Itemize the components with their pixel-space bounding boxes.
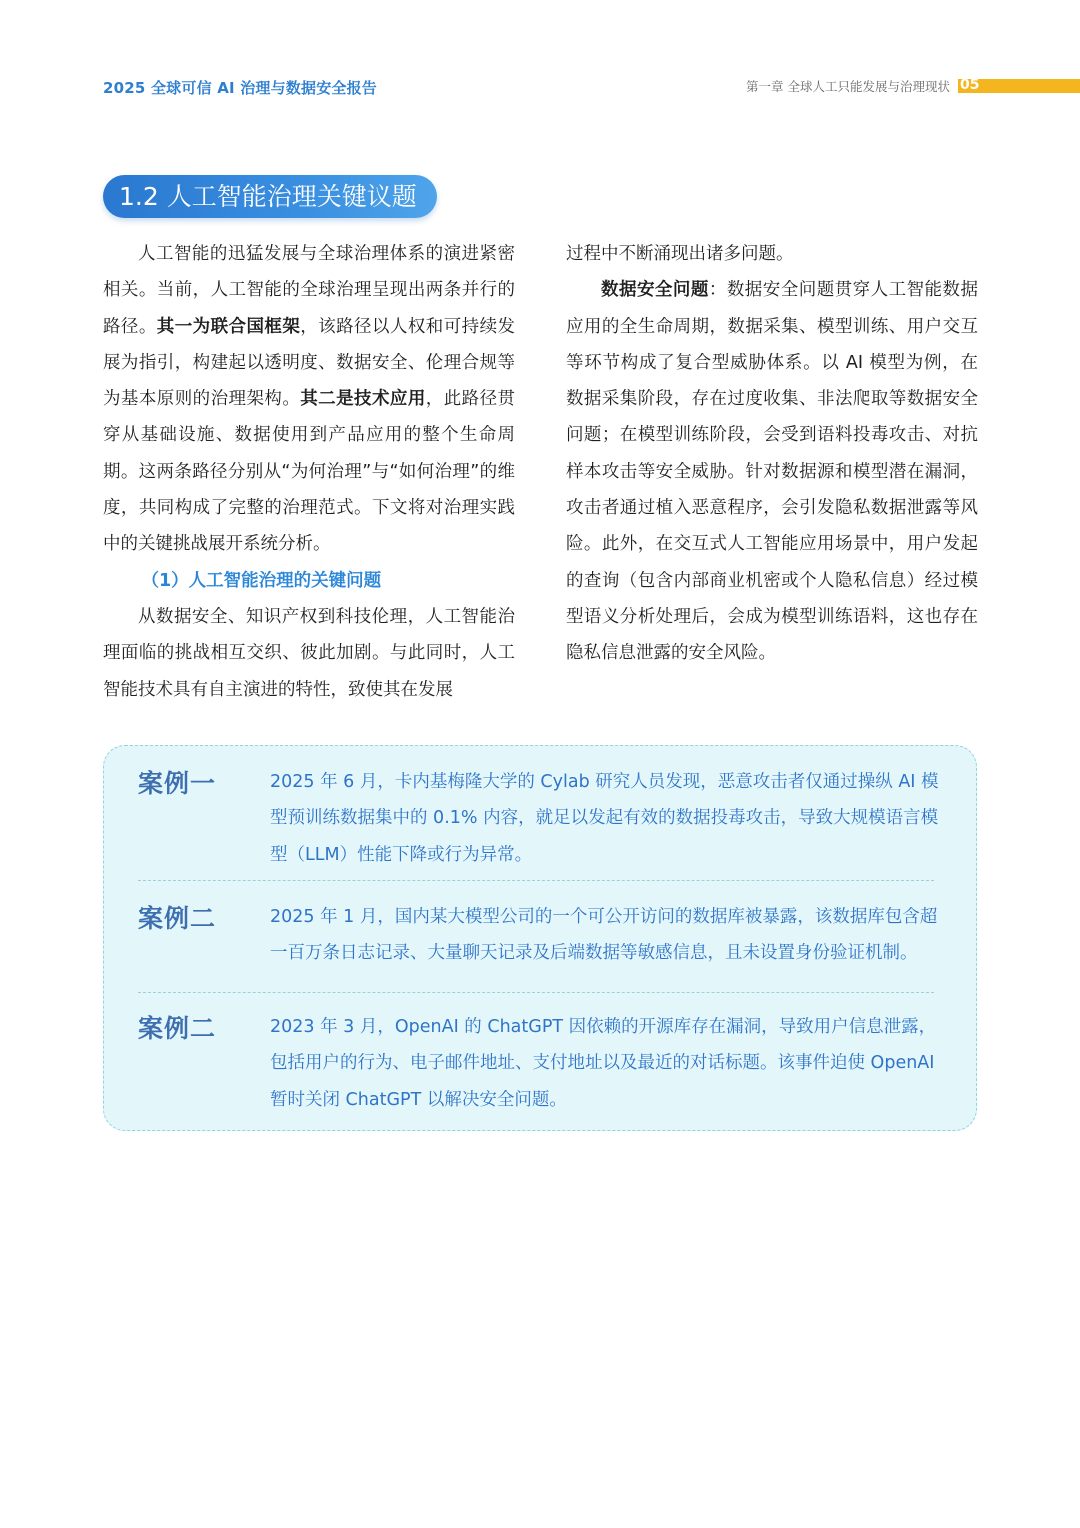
section-title: 1.2 人工智能治理关键议题 [103,175,437,218]
intro-text: 人工智能的迅猛发展与全球治理体系的演进紧密相关。当前，人工智能的全球治理呈现出两条并行的路径。 [103,244,515,337]
page-number: 05 [960,77,980,93]
case-title: 案例一 [138,769,217,798]
challenges-paragraph: 从数据安全、知识产权到科技伦理，人工智能治理面临的挑战相互交织、彼此加剧。与此同时，人工智能技术具有自主演进的特性，致使其在发展 [103,606,515,700]
case-title: 案例二 [138,1014,217,1043]
case-box [103,745,977,1131]
case-divider [138,880,934,881]
case-text: 2023 年 3 月，OpenAI 的 ChatGPT 因依赖的开源库存在漏洞，导致用户信息泄露，包括用户的行为、电子邮件地址、支付地址以及最近的对话标题。该事件迫使 OpenAI 暂时关闭 ChatGPT 以解决安全问题。 [270,1017,937,1110]
continuation-paragraph: 过程中不断涌现出诸多问题。 [566,244,794,264]
chapter-header [746,78,1080,94]
left-column [103,236,515,708]
right-column [566,236,978,672]
page-number-bar [958,79,1080,93]
data-security-paragraph [566,272,978,671]
intro-emphasis-2: 其二是技术应用 [300,389,426,410]
data-security-label: 数据安全问题 [601,280,709,301]
data-security-text: ：数据安全问题贯穿人工智能数据应用的全生命周期，数据采集、模型训练、用户交互等环节构成了复合型威胁体系。以 AI 模型为例，在数据采集阶段，存在过度收集、非法爬取等数据安全问题；在模型训练阶段，会受到语料投毒攻击、对抗样本攻击等安全威胁。针对数据源和模型潜在漏洞，攻击者通过植入恶意程序，会引发隐私数据泄露等风险。此外，在交互式人工智能应用场景中，用户发起的查询（包含内部商业机密或个人隐私信息）经过模型语义分析处理后，会成为模型训练语料，这也存在隐私信息泄露的安全风险。 [566,280,979,664]
report-title: 2025 全球可信 AI 治理与数据安全报告 [103,79,378,97]
case-divider [138,992,934,993]
intro-emphasis-1: 其一为联合国框架 [156,316,301,337]
intro-text-3: ，此路径贯穿从基础设施、数据使用到产品应用的整个生命周期。这两条路径分别从“为何治理”与“如何治理”的维度，共同构成了完整的治理范式。下文将对治理实践中的关键挑战展开系统分析。 [103,389,516,555]
case-title: 案例二 [138,904,217,933]
intro-paragraph [103,236,515,563]
subheading: （1）人工智能治理的关键问题 [141,570,382,591]
case-text: 2025 年 1 月，国内某大模型公司的一个可公开访问的数据库被暴露，该数据库包含超一百万条日志记录、大量聊天记录及后端数据等敏感信息，且未设置身份验证机制。 [270,907,938,964]
chapter-title: 第一章 全球人工只能发展与治理现状 [746,79,950,94]
case-text: 2025 年 6 月，卡内基梅隆大学的 Cylab 研究人员发现，恶意攻击者仅通过操纵 AI 模型预训练数据集中的 0.1% 内容，就足以发起有效的数据投毒攻击，导致大规模语言模型（LLM）性能下降或行为异常。 [270,772,939,865]
intro-text-2: ，该路径以人权和可持续发展为指引，构建起以透明度、数据安全、伦理合规等为基本原则的治理架构。 [103,316,516,410]
